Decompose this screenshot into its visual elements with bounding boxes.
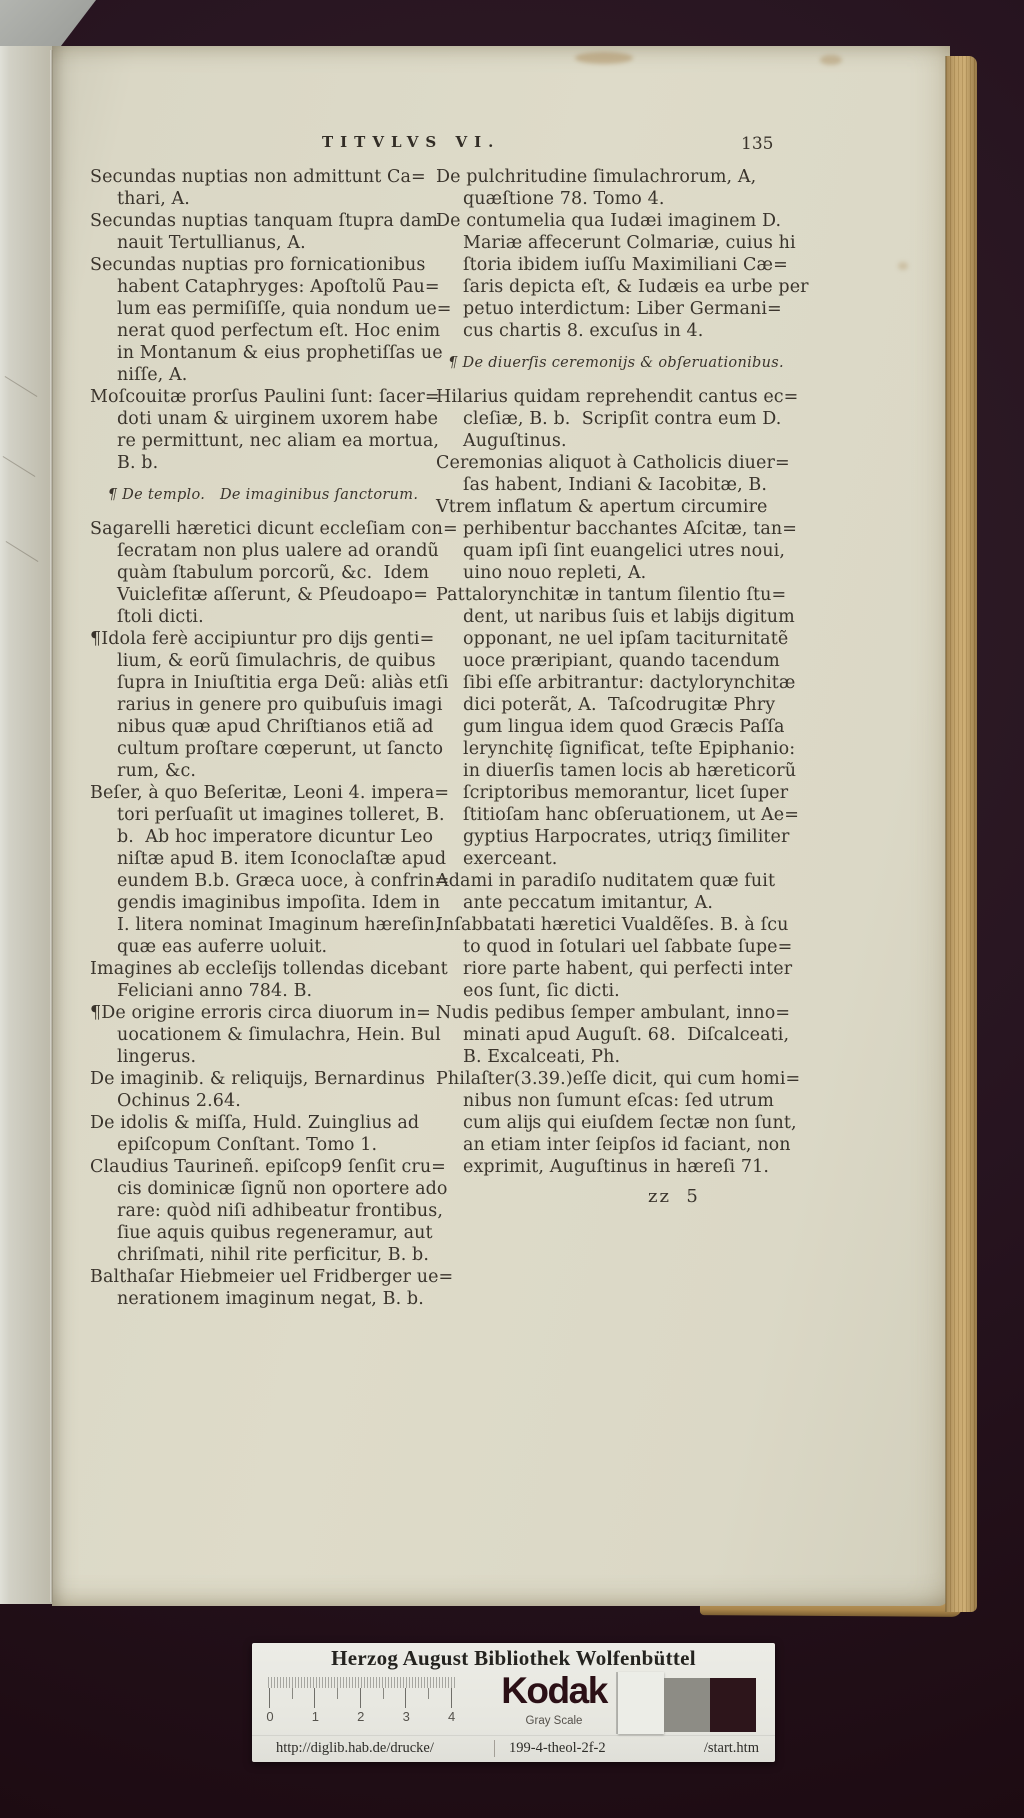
text-line: niſtæ apud B. item Iconoclaſtæ apud — [117, 849, 447, 869]
text-line: Secundas nuptias pro fornicationibus — [90, 255, 426, 275]
ruler-major-tick — [314, 1688, 315, 1708]
paper-scratch — [6, 541, 39, 562]
quire-signature: zz 5 — [648, 1186, 700, 1207]
text-line: ſas habent, Indiani & Iacobitæ, B. — [463, 475, 768, 495]
text-line: Vtrem inflatum & apertum circumire — [436, 497, 768, 517]
folio-page-number: 135 — [741, 134, 774, 154]
text-line: niſſe, A. — [117, 365, 188, 385]
text-line: gendis imaginibus impoſita. Idem in — [117, 893, 441, 913]
text-line: gyptius Harpocrates, utriqʒ ſimiliter — [463, 827, 790, 847]
gray-patch — [710, 1678, 756, 1732]
text-line: nibus quæ apud Chriſtianos etiã ad — [117, 717, 434, 737]
text-line: Nudis pedibus ſemper ambulant, inno= — [436, 1003, 791, 1023]
text-line: quæ eas auferre uoluit. — [117, 937, 328, 957]
ruler-major-tick — [360, 1688, 361, 1708]
text-line: lingerus. — [117, 1047, 197, 1067]
text-line: De idolis & miſſa, Huld. Zuinglius ad — [90, 1113, 420, 1133]
text-line: Auguſtinus. — [463, 431, 567, 451]
text-line: cleſiæ, B. b. Scripſit contra eum D. — [463, 409, 782, 429]
ruler-number: 0 — [266, 1709, 274, 1724]
text-line: minati apud Auguſt. 68. Diſcalceati, — [463, 1025, 790, 1045]
text-line: habent Cataphryges: Apoſtolũ Pau= — [117, 277, 440, 297]
kodak-wordmark: Kodak — [501, 1670, 607, 1711]
digitization-url-prefix: http://diglib.hab.de/drucke/ — [276, 1740, 434, 1756]
text-line: exprimit, Auguſtinus in hæreſi 71. — [463, 1157, 770, 1177]
card-divider-line — [494, 1740, 495, 1757]
text-line: ſtoria ibidem iuſſu Maximiliani Cæ= — [463, 255, 788, 275]
ruler-number: 3 — [402, 1709, 410, 1724]
ruler-minor-tick — [337, 1688, 338, 1699]
text-line: nerationem imaginum negat, B. b. — [117, 1289, 424, 1309]
text-line: Ochinus 2.64. — [117, 1091, 241, 1111]
text-line: ſecratam non plus ualere ad orandũ — [117, 541, 439, 561]
text-line: lerynchitę ſignificat, teſte Epiphanio: — [463, 739, 796, 759]
library-label-card — [252, 1643, 775, 1762]
text-line: exerceant. — [463, 849, 558, 869]
text-line: Vuiclefitæ aſſerunt, & Pſeudoapo= — [117, 585, 428, 605]
library-name: Herzog August Bibliothek Wolfenbüttel — [331, 1646, 696, 1670]
foxing-spot — [898, 262, 908, 270]
text-line: ſcriptoribus memorantur, licet ſuper — [463, 783, 789, 803]
ruler-major-tick — [451, 1688, 452, 1708]
text-line: De pulchritudine ſimulachrorum, A, — [436, 167, 757, 187]
text-line: in Montanum & eius prophetiſſas ue — [117, 343, 443, 363]
text-line: Claudius Taurineñ. epiſcop9 ſenſit cru= — [90, 1157, 446, 1177]
text-line: Balthaſar Hiebmeier uel Fridberger ue= — [90, 1267, 454, 1287]
paper-stain — [575, 52, 633, 64]
text-line: b. Ab hoc imperatore dicuntur Leo — [117, 827, 434, 847]
text-line: Secundas nuptias tanquam ſtupra dam — [90, 211, 439, 231]
text-line: gum lingua idem quod Græcis Paſſa — [463, 717, 785, 737]
text-line: to quod in ſotulari uel ſabbate ſupe= — [463, 937, 793, 957]
text-line: Philaſter(3.39.)eſſe dicit, qui cum homi= — [436, 1069, 801, 1089]
right-fore-edge — [946, 56, 977, 1612]
shelfmark: 199-4-theol-2f-2 — [509, 1740, 606, 1756]
text-line: B. b. — [117, 453, 159, 473]
text-line: Pattalorynchitæ in tantum ſilentio ſtu= — [436, 585, 787, 605]
ruler-fine-ticks — [268, 1677, 457, 1688]
text-line: ſupra in Iniuſtitia erga Deũ: aliàs etſi — [117, 673, 449, 693]
gray-patch — [664, 1678, 710, 1732]
text-line: De contumelia qua Iudæi imaginem D. — [436, 211, 782, 231]
text-line: ¶De origine erroris circa diuorum in= — [90, 1003, 431, 1023]
text-line: De imaginib. & reliquĳs, Bernardinus — [90, 1069, 426, 1089]
running-head-title: TITVLVS VI. — [322, 133, 501, 151]
text-line: lium, & eorũ ſimulachris, de quibus — [117, 651, 436, 671]
text-line: dent, ut naribus ſuis et labĳs digitum — [463, 607, 795, 627]
text-line: eos ſunt, ſic dicti. — [463, 981, 620, 1001]
gutter-crease — [50, 50, 53, 1602]
paper-scratch — [5, 376, 38, 397]
gray-scale-label: Gray Scale — [525, 1715, 583, 1727]
text-line: nauit Tertullianus, A. — [117, 233, 306, 253]
text-line: nibus non ſumunt eſcas: ſed utrum — [463, 1091, 774, 1111]
text-line: ¶Idola ferè accipiuntur pro dĳs genti= — [90, 629, 435, 649]
measurement-ruler — [268, 1677, 460, 1727]
text-line: Imagines ab eccleſĳs tollendas dicebant — [90, 959, 448, 979]
text-line: ſiue aquis quibus regeneramur, aut — [117, 1223, 433, 1243]
text-line: dici poterãt, A. Taſcodrugitæ Phry — [463, 695, 776, 715]
text-line: ſaris depicta eſt, & Iudæis ea urbe per — [463, 277, 809, 297]
text-line: epiſcopum Conſtant. Tomo 1. — [117, 1135, 378, 1155]
gray-scale-patches — [618, 1676, 756, 1734]
text-line: Hilarius quidam reprehendit cantus ec= — [436, 387, 799, 407]
text-line: perhibentur bacchantes Aſcitæ, tan= — [463, 519, 798, 539]
text-line: quæſtione 78. Tomo 4. — [463, 189, 665, 209]
text-line: Sagarelli hæretici dicunt eccleſiam con= — [90, 519, 458, 539]
text-line: chriſmati, nihil rite perficitur, B. b. — [117, 1245, 430, 1265]
text-column-left — [90, 166, 458, 1310]
text-line: riore parte habent, qui perfecti inter — [463, 959, 793, 979]
text-line: Ceremonias aliquot à Catholicis diuer= — [436, 453, 790, 473]
text-line: in diuerſis tamen locis ab hæreticorũ — [463, 761, 797, 781]
text-line: petuo interdictum: Liber Germani= — [463, 299, 782, 319]
text-line: uoce præripiant, quando tacendum — [463, 651, 780, 671]
text-line: ſtoli dicti. — [117, 607, 204, 627]
text-line: cus chartis 8. excuſus in 4. — [463, 321, 704, 341]
text-line: re permittunt, nec aliam ea mortua, — [117, 431, 440, 451]
text-line: Feliciani anno 784. B. — [117, 981, 313, 1001]
text-line: I. litera nominat Imaginum hæreſin, — [117, 915, 441, 935]
text-line: eundem B.b. Græca uoce, à confrin= — [117, 871, 450, 891]
text-line: B. Excalceati, Ph. — [463, 1047, 621, 1067]
text-line: doti unam & uirginem uxorem habe — [117, 409, 439, 429]
text-line: nerat quod perfectum eſt. Hoc enim — [117, 321, 441, 341]
paper-scratch — [3, 456, 36, 477]
text-line: opponant, ne uel ipſam taciturnitatẽ — [463, 629, 789, 649]
text-line: quam ipſi ſint euangelici utres noui, — [463, 541, 785, 561]
section-heading: ¶ De templo. De imaginibus ſanctorum. — [107, 487, 419, 503]
text-line: quàm ſtabulum porcorũ, &c. Idem — [117, 563, 430, 583]
ruler-number: 1 — [311, 1709, 319, 1724]
left-page-stack-edge — [0, 46, 52, 1604]
text-line: cultum proſtare cœperunt, ut ſancto — [117, 739, 444, 759]
ruler-minor-tick — [428, 1688, 429, 1699]
section-heading: ¶ De diuerſis ceremonijs & obſeruationibus. — [448, 355, 784, 371]
paper-stain — [820, 55, 842, 65]
ruler-major-tick — [405, 1688, 406, 1708]
text-line: uocationem & ſimulachra, Hein. Bul — [117, 1025, 441, 1045]
text-line: cum alĳs qui eiuſdem ſectæ non ſunt, — [463, 1113, 797, 1133]
ruler-major-tick — [269, 1688, 270, 1708]
ruler-number: 4 — [447, 1709, 456, 1724]
text-line: lum eas permiſiſſe, quia nondum ue= — [117, 299, 452, 319]
text-line: Mariæ affecerunt Colmariæ, cuius hi — [463, 233, 796, 253]
ruler-minor-tick — [383, 1688, 384, 1699]
text-line: thari, A. — [117, 189, 190, 209]
text-column-right — [436, 166, 809, 1208]
text-line: an etiam inter ſeipſos id faciant, non — [463, 1135, 791, 1155]
text-line: rare: quòd niſi adhibeatur frontibus, — [117, 1201, 443, 1221]
ruler-minor-tick — [292, 1688, 293, 1699]
text-line: rum, &c. — [117, 761, 197, 781]
text-line: ſtitioſam hanc obſeruationem, ut Ae= — [463, 805, 799, 825]
gray-patch — [618, 1672, 664, 1734]
text-line: tori perſuaſit ut imagines tolleret, B. — [117, 805, 445, 825]
text-line: ante peccatum imitantur, A. — [463, 893, 714, 913]
text-line: uino nouo repleti, A. — [463, 563, 647, 583]
text-line: Secundas nuptias non admittunt Ca= — [90, 167, 426, 187]
text-line: Adami in paradiſo nuditatem quæ fuit — [436, 871, 776, 891]
ruler-number: 2 — [357, 1709, 365, 1724]
digitization-url-suffix: /start.htm — [703, 1740, 759, 1756]
text-line: Inſabbatati hæretici Vualdẽſes. B. à ſcu — [436, 915, 789, 935]
text-line: Beſer, à quo Beſeritæ, Leoni 4. impera= — [90, 783, 450, 803]
text-line: Moſcouitæ prorſus Paulini ſunt: ſacer= — [90, 387, 440, 407]
card-bottom-row — [252, 1735, 775, 1763]
text-line: rarius in genere pro quibuſuis imagi — [117, 695, 443, 715]
text-line: cis dominicæ ſignũ non oportere ado — [117, 1179, 448, 1199]
text-line: ſibi eſſe arbitrantur: dactylorynchitæ — [463, 673, 796, 693]
